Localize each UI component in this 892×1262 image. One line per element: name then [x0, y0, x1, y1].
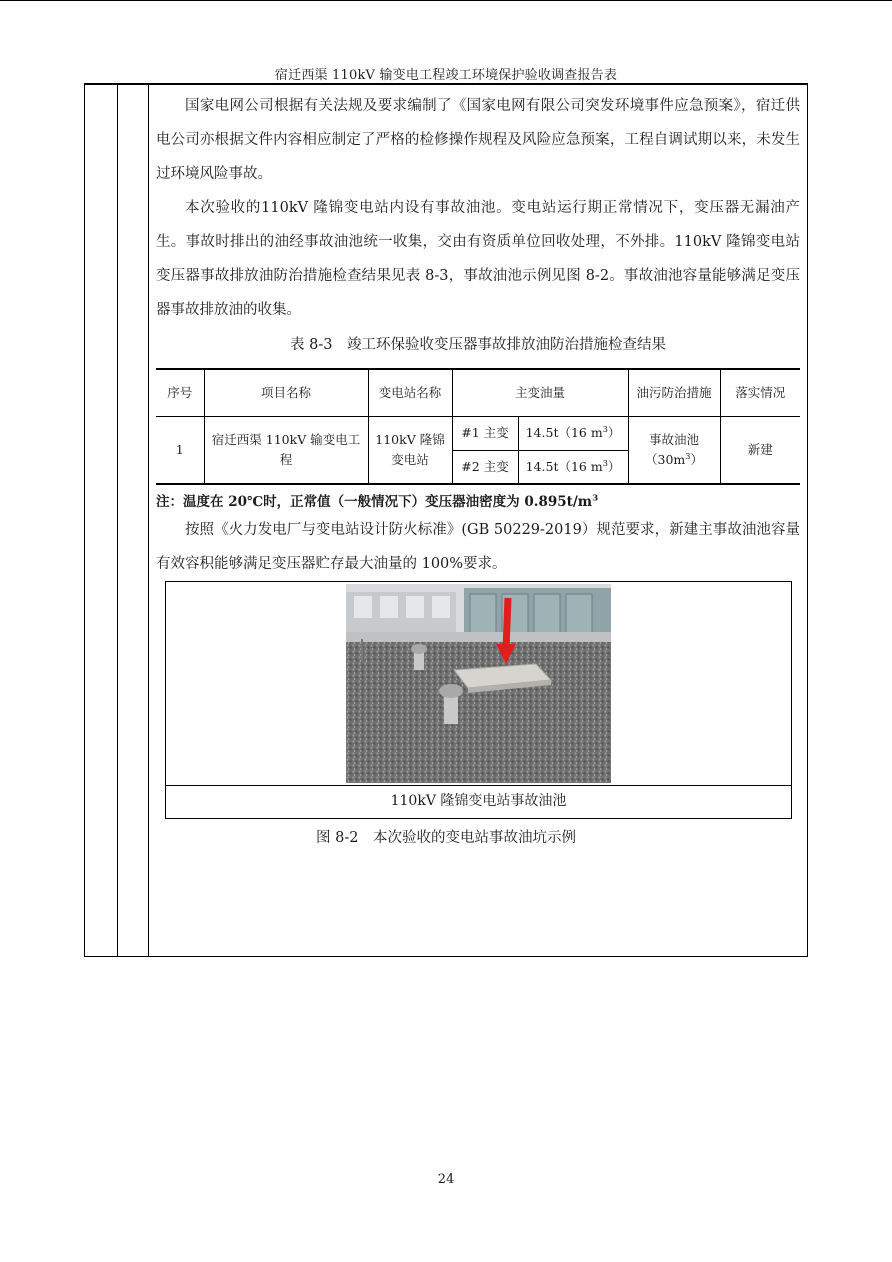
- cell-measures: [628, 416, 720, 484]
- header-seq: 序号: [156, 369, 204, 416]
- table-row: [156, 416, 800, 450]
- header-project: 项目名称: [204, 369, 368, 416]
- oil-prevention-table: [156, 368, 800, 485]
- page-number: 24: [437, 1172, 455, 1187]
- table-caption: 表 8-3 竣工环保验收变压器事故排放油防治措施检查结果: [290, 337, 666, 353]
- paragraph-oil-pit: 本次验收的110kV 隆锦变电站内设有事故油池。变电站运行期正常情况下，变压器无漏油产生。事故时排出的油经事故油池统一收集，交由有资质单位回收处理，不外排。110kV 隆锦变电站变压器事故排放油防治措施检查结果见表 8-3，事故油池示例见图 8-2。事故油池容量能够满足变压器事故排放油的收集。: [156, 200, 800, 318]
- measure-line-2: [633, 450, 716, 470]
- cell-transformer-2-name: #2 主变: [452, 450, 518, 484]
- header-measures: 油污防治措施: [628, 369, 720, 416]
- cell-project: 宿迁西渠 110kV 输变电工程: [204, 416, 368, 484]
- content-body: [156, 85, 800, 357]
- cell-substation: 110kV 隆锦变电站: [368, 416, 452, 484]
- oil-pit-photo-illustration: [346, 584, 611, 783]
- figure-caption: 图 8-2 本次验收的变电站事故油坑示例: [316, 830, 576, 846]
- cell-transformer-2-oil: [518, 450, 628, 484]
- running-header: 宿迁西渠 110kV 输变电工程竣工环境保护验收调查报告表: [274, 68, 618, 83]
- table-note-sup: 3: [592, 493, 599, 504]
- figure-frame: [165, 581, 792, 819]
- transformer-1-oil-value: 14.5t（16 m: [525, 425, 603, 440]
- transformer-2-oil-value: 14.5t（16 m: [525, 458, 603, 474]
- table-header-row: [156, 369, 800, 416]
- measure-volume: （30m: [645, 451, 686, 467]
- table-note-text: 注：温度在 20℃时，正常值（一般情况下）变压器油密度为 0.895t/m: [156, 494, 593, 510]
- transformer-1-oil-close: ）: [607, 425, 621, 440]
- paragraph-fire-standard: 按照《火力发电厂与变电站设计防火标准》(GB 50229-2019）规范要求，新建主事故油池容量有效容积能够满足变压器贮存最大油量的 100%要求。: [156, 522, 800, 572]
- cell-seq: 1: [156, 416, 204, 484]
- measure-line-1: 事故油池: [648, 431, 699, 447]
- table-note: [156, 490, 598, 510]
- transformer-2-oil-close: ）: [607, 458, 621, 474]
- cell-transformer-1-name: #1 主变: [452, 416, 518, 450]
- measure-volume-close: ）: [690, 451, 703, 467]
- cell-transformer-1-oil: [518, 416, 628, 450]
- transformer-2-oil-unit-sup: 3: [602, 457, 608, 468]
- figure-image-row: [166, 582, 791, 786]
- cell-status: 新建: [720, 416, 800, 484]
- paragraph-emergency-plan: 国家电网公司根据有关法规及要求编制了《国家电网有限公司突发环境事件应急预案》，宿迁供电公司亦根据文件内容相应制定了严格的检修操作规程及风险应急预案，工程自调试期以来，未发生过环境风险事故。: [156, 98, 800, 182]
- content-body-2: [156, 513, 800, 581]
- header-transformer-oil: 主变油量: [452, 369, 628, 416]
- oil-pit-photo: [346, 584, 611, 783]
- page-top-border: [0, 0, 892, 1]
- measure-volume-sup: 3: [685, 450, 691, 461]
- header-status: 落实情况: [720, 369, 800, 416]
- transformer-1-oil-unit-sup: 3: [602, 423, 608, 434]
- photo-caption: 110kV 隆锦变电站事故油池: [390, 793, 567, 809]
- header-substation: 变电站名称: [368, 369, 452, 416]
